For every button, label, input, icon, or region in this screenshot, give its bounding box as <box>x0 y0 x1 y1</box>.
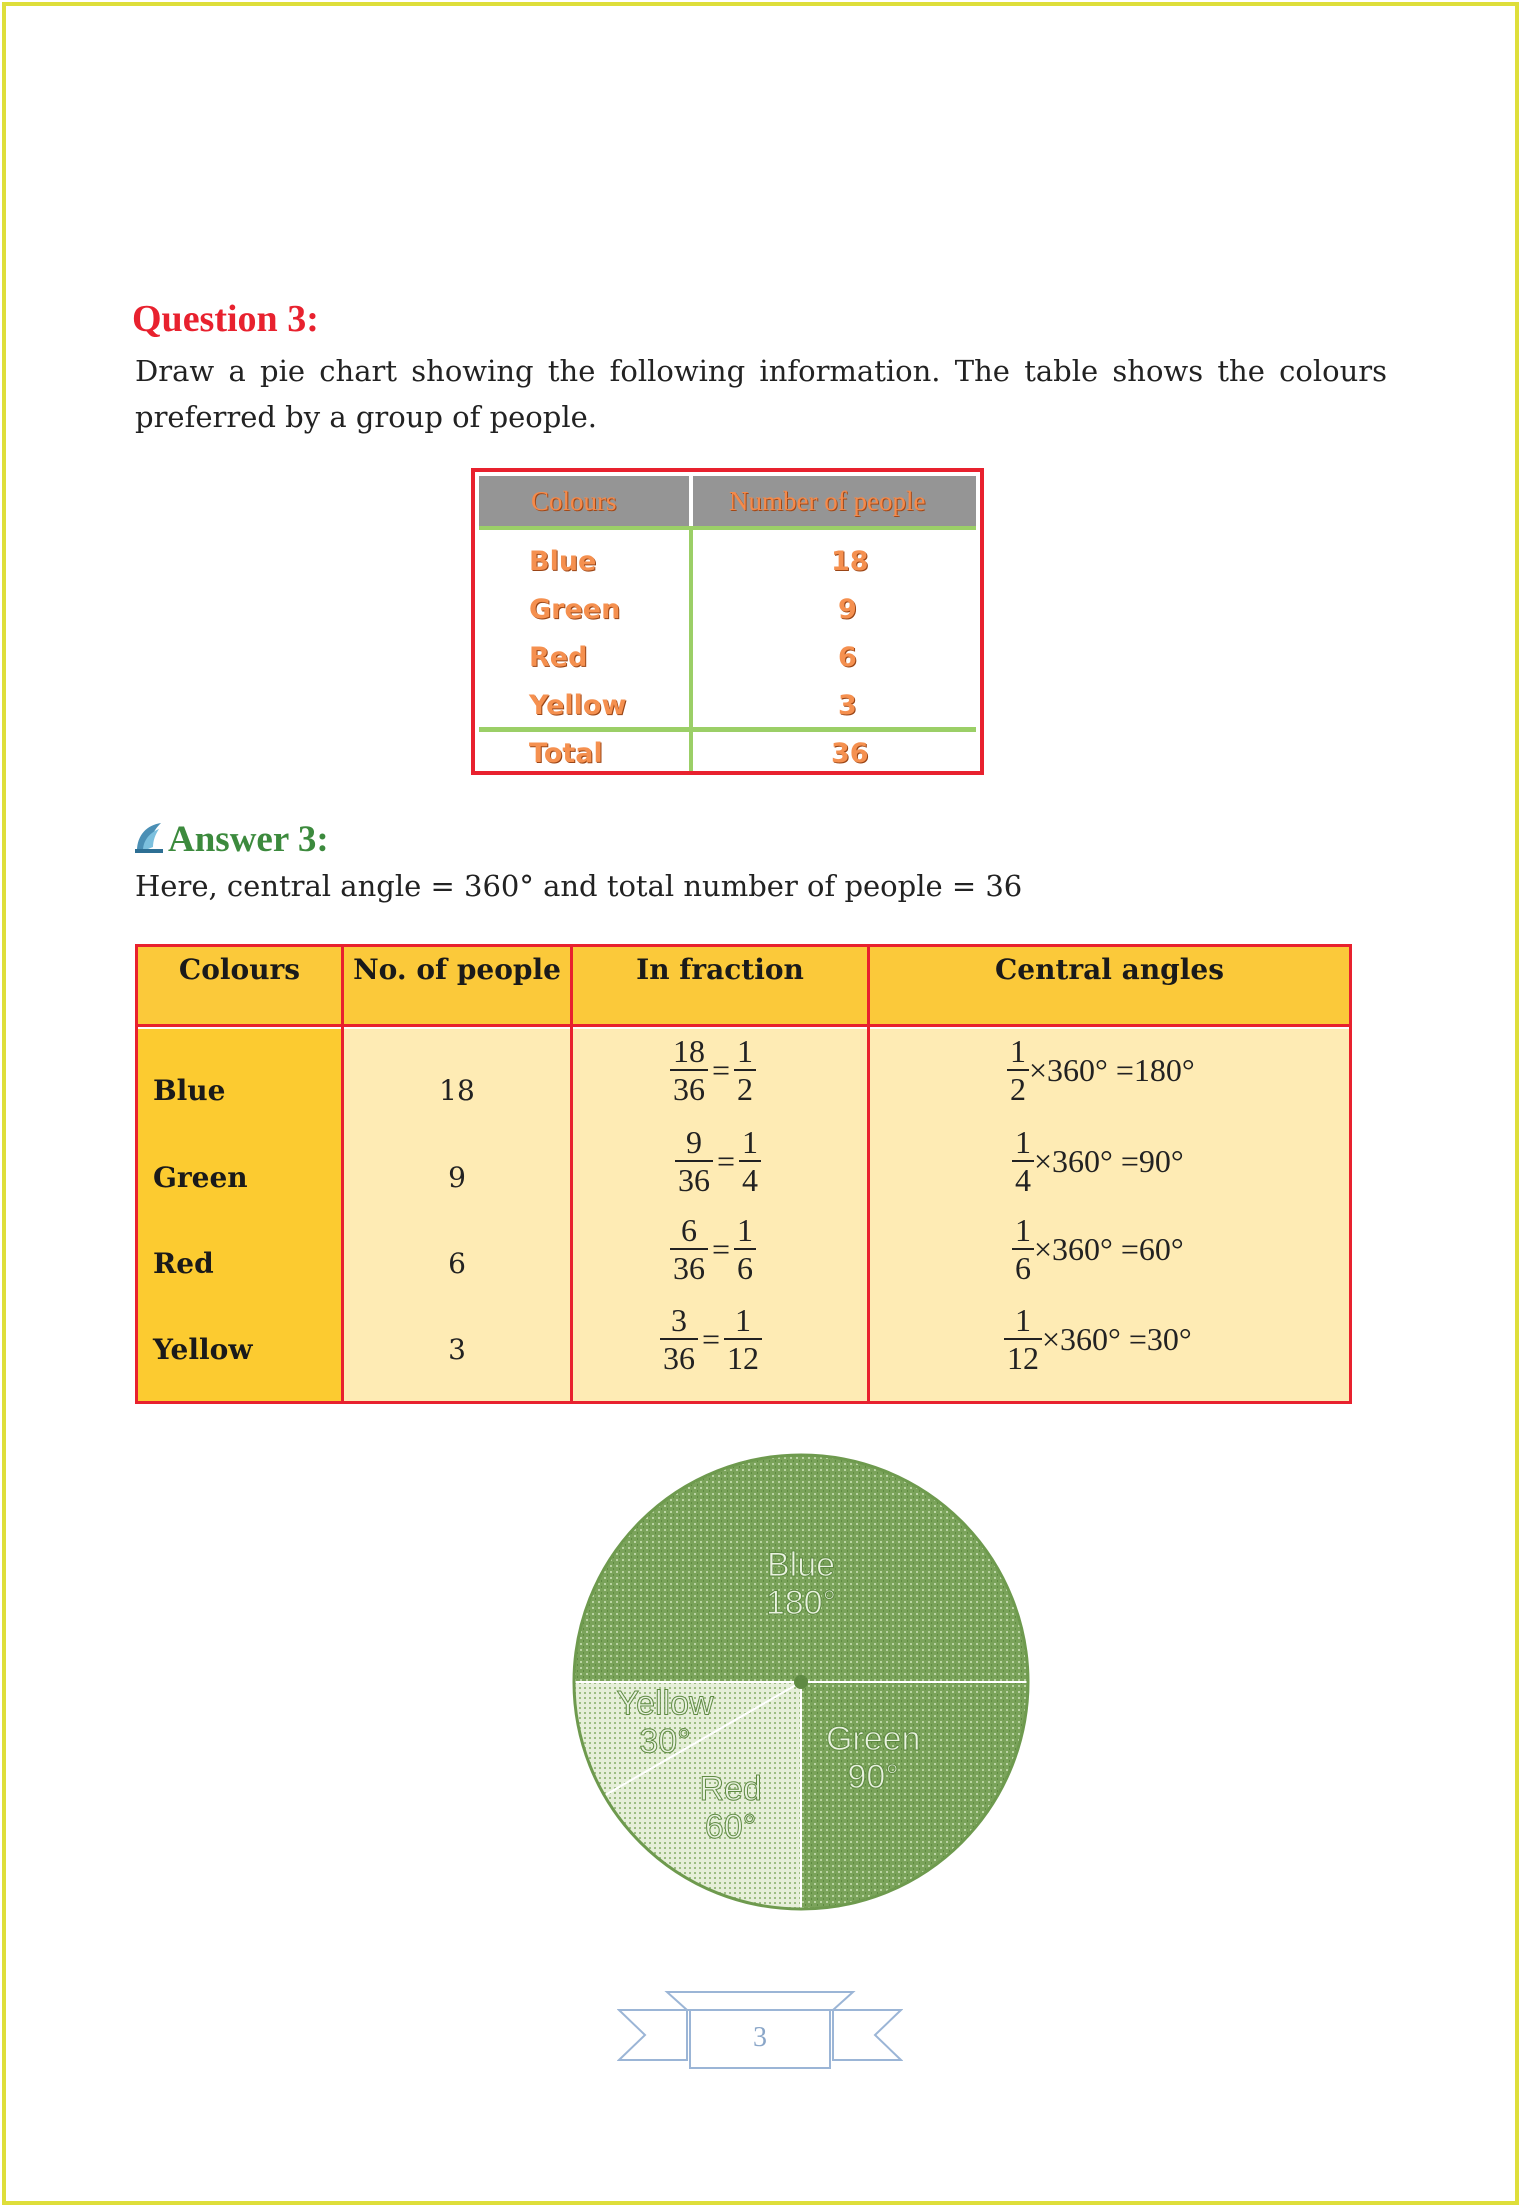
pie-angle-blue: 180° <box>765 1583 837 1622</box>
pie-angle-yellow: 30° <box>639 1722 691 1761</box>
fraction-denominator: 12 <box>1007 1340 1039 1376</box>
equals-sign: = <box>717 1142 736 1179</box>
pie-chart <box>568 1451 1033 1914</box>
angle-multiplier: ×360° = <box>1042 1320 1147 1357</box>
given-data-table <box>471 468 984 775</box>
fraction-numerator: 1 <box>724 1302 762 1340</box>
given-header-number: Number of people <box>729 486 926 516</box>
fraction-numerator: 1 <box>1004 1302 1042 1340</box>
col-header-colours: Colours <box>138 947 341 1024</box>
row-angle <box>1007 1033 1195 1107</box>
row-fraction <box>670 1033 756 1107</box>
question-text: Draw a pie chart showing the following information. The table shows the colours preferred by a group of people. <box>135 354 1387 434</box>
header-rule <box>479 526 976 530</box>
fraction-denominator: 6 <box>1015 1250 1031 1286</box>
row-people: 9 <box>448 1161 466 1194</box>
given-table-header <box>479 476 976 526</box>
fraction-numerator: 6 <box>670 1212 708 1250</box>
pie-center-dot <box>794 1675 808 1689</box>
given-row-colour: Green <box>529 594 621 625</box>
given-total-label: Total <box>529 738 603 769</box>
fraction-numerator: 1 <box>1012 1124 1034 1162</box>
fraction-numerator: 1 <box>1007 1033 1029 1071</box>
answer-table <box>135 944 1352 1404</box>
given-row-colour: Yellow <box>529 690 627 721</box>
row-colour: Red <box>153 1247 214 1280</box>
pie-angle-green: 90° <box>847 1758 899 1797</box>
pie-slice-green <box>801 1682 1028 1909</box>
angle-multiplier: ×360° = <box>1029 1051 1134 1088</box>
fraction-numerator: 1 <box>1012 1212 1034 1250</box>
pie-label-green: Green <box>825 1720 921 1759</box>
given-row-count: 9 <box>838 594 857 625</box>
given-row-count: 18 <box>831 546 869 577</box>
fraction-numerator: 3 <box>660 1302 698 1340</box>
pie-label-blue: Blue <box>766 1545 836 1584</box>
column-rule <box>689 530 693 771</box>
given-header-colours: Colours <box>531 486 617 516</box>
total-rule <box>479 727 976 732</box>
given-row-count: 3 <box>838 690 857 721</box>
answer-logo-icon <box>133 821 165 855</box>
fraction-denominator: 2 <box>1010 1071 1026 1107</box>
fraction-numerator: 1 <box>734 1033 756 1071</box>
angle-multiplier: ×360° = <box>1034 1230 1139 1267</box>
given-row-colour: Red <box>529 642 588 673</box>
col-header-fraction: In fraction <box>573 947 867 1024</box>
fraction-denominator: 2 <box>737 1071 754 1107</box>
fraction-denominator: 36 <box>663 1340 695 1376</box>
row-fraction <box>670 1212 756 1286</box>
row-colour: Blue <box>153 1074 226 1107</box>
question-heading: Question 3: <box>132 298 319 340</box>
fraction-numerator: 18 <box>670 1033 708 1071</box>
answer-intro: Here, central angle = 360° and total number of people = 36 <box>135 869 1023 903</box>
row-colour: Green <box>153 1161 248 1194</box>
given-row-colour: Blue <box>529 546 597 577</box>
page-number: 3 <box>753 2022 767 2053</box>
column-rule <box>570 947 573 1401</box>
row-fraction <box>675 1124 761 1198</box>
row-people: 6 <box>448 1247 466 1280</box>
fraction-denominator: 36 <box>673 1071 705 1107</box>
angle-result: 90° <box>1138 1142 1184 1179</box>
answer-heading: Answer 3: <box>168 819 329 860</box>
fraction-denominator: 6 <box>737 1250 754 1286</box>
angle-multiplier: ×360° = <box>1034 1142 1139 1179</box>
row-fraction <box>660 1302 762 1376</box>
column-rule <box>867 947 870 1401</box>
equals-sign: = <box>712 1051 731 1088</box>
fraction-numerator: 1 <box>734 1212 756 1250</box>
row-angle <box>1004 1302 1192 1376</box>
row-colour: Yellow <box>153 1333 253 1366</box>
row-angle <box>1012 1212 1184 1286</box>
pie-angle-red: 60° <box>704 1807 757 1846</box>
header-gap <box>138 1027 1349 1029</box>
angle-result: 30° <box>1146 1320 1192 1357</box>
fraction-denominator: 4 <box>742 1162 759 1198</box>
angle-result: 60° <box>1138 1230 1184 1267</box>
fraction-denominator: 4 <box>1015 1162 1031 1198</box>
fraction-denominator: 12 <box>727 1340 760 1376</box>
pie-label-yellow: Yellow <box>616 1684 714 1723</box>
pie-label-red: Red <box>699 1769 762 1808</box>
equals-sign: = <box>712 1230 731 1267</box>
fraction-denominator: 36 <box>673 1250 705 1286</box>
row-people: 3 <box>448 1333 466 1366</box>
col-header-people: No. of people <box>344 947 570 1024</box>
row-angle <box>1012 1124 1184 1198</box>
given-total-value: 36 <box>831 738 869 769</box>
angle-result: 180° <box>1133 1051 1195 1088</box>
row-people: 18 <box>439 1074 475 1107</box>
col-header-angles: Central angles <box>870 947 1349 1024</box>
fraction-numerator: 1 <box>739 1124 761 1162</box>
fraction-denominator: 36 <box>678 1162 710 1198</box>
given-row-count: 6 <box>838 642 857 673</box>
equals-sign: = <box>702 1320 721 1357</box>
header-divider <box>689 476 693 526</box>
fraction-numerator: 9 <box>675 1124 713 1162</box>
